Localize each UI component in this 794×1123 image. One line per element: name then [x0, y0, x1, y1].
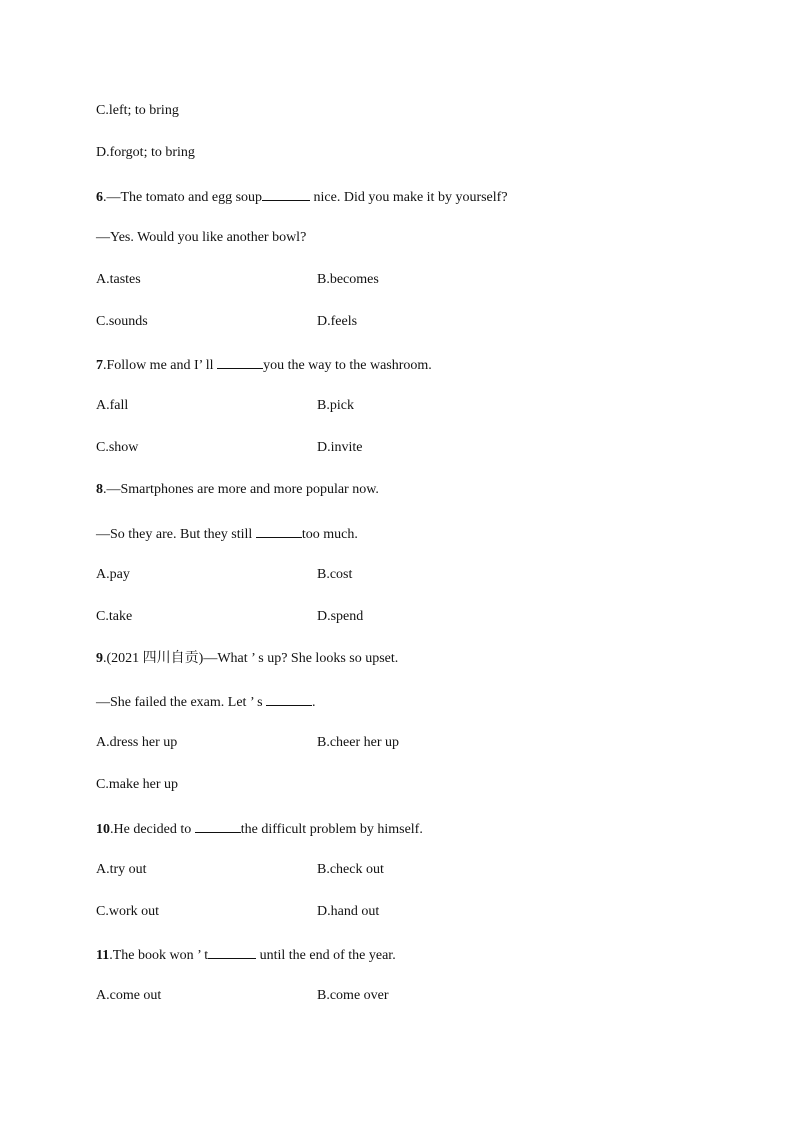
q8-options-row-1 — [96, 566, 353, 584]
q9-option-a: A.dress her up — [96, 735, 178, 750]
q7-option-a: A.fall — [96, 398, 129, 413]
q6-reply: —Yes. Would you like another bowl? — [96, 230, 307, 245]
q6-number: 6 — [96, 190, 103, 205]
q6-option-b: B.becomes — [317, 272, 379, 287]
q10-option-c: C.work out — [96, 904, 159, 919]
q11-options-row-1 — [96, 987, 389, 1005]
q10-options-row-2 — [96, 903, 380, 921]
q8-reply-start: —So they are. But they still — [96, 527, 256, 542]
q9-option-c: C.make her up — [96, 777, 179, 792]
q6-options-row-2 — [96, 313, 358, 331]
q7-option-d: D.invite — [317, 440, 363, 455]
q7-stem-end: you the way to the washroom. — [263, 358, 432, 373]
q11-stem-end: until the end of the year. — [256, 948, 396, 963]
q7-options-row-2 — [96, 439, 363, 457]
q6-stem-start: .—The tomato and egg soup — [103, 190, 263, 205]
q10-stem — [96, 819, 423, 839]
q8-option-d: D.spend — [317, 609, 364, 624]
q10-option-d: D.hand out — [317, 904, 380, 919]
q10-option-a: A.try out — [96, 862, 147, 877]
q8-number: 8 — [96, 482, 103, 497]
q7-blank — [217, 355, 263, 369]
q10-options-row-1 — [96, 861, 384, 879]
q9-blank — [266, 692, 312, 706]
q10-blank — [195, 819, 241, 833]
q10-option-b: B.check out — [317, 862, 384, 877]
q7-stem — [96, 355, 432, 375]
q7-option-c: C.show — [96, 440, 139, 455]
q9-option-b: B.cheer her up — [317, 735, 400, 750]
q9-reply — [96, 692, 316, 712]
q9-number: 9 — [96, 651, 103, 666]
q8-reply — [96, 524, 358, 544]
q8-option-b: B.cost — [317, 567, 353, 582]
q10-stem-end: the difficult problem by himself. — [240, 822, 423, 837]
q6-stem — [96, 187, 508, 207]
q8-option-a: A.pay — [96, 567, 130, 582]
q8-stem — [96, 481, 379, 499]
q8-blank — [256, 524, 302, 538]
q9-options-row-1 — [96, 734, 400, 752]
q7-stem-start: .Follow me and I’ ll — [103, 358, 218, 373]
q11-option-a: A.come out — [96, 988, 162, 1003]
q6-option-a: A.tastes — [96, 272, 141, 287]
q7-option-b: B.pick — [317, 398, 354, 413]
q7-number: 7 — [96, 358, 103, 373]
q11-blank — [208, 945, 256, 959]
q11-option-b: B.come over — [317, 988, 389, 1003]
q8-stem-text: .—Smartphones are more and more popular now. — [103, 482, 379, 497]
q6-options-row-1 — [96, 271, 379, 289]
q11-number: 11 — [96, 948, 110, 963]
q8-option-c: C.take — [96, 609, 133, 624]
q11-stem-start: .The book won ’ t — [109, 948, 209, 963]
q6-option-c: C.sounds — [96, 314, 148, 329]
q5-option-c: C.left; to bring — [96, 103, 179, 118]
q6-option-d: D.feels — [317, 314, 358, 329]
q10-stem-start: .He decided to — [110, 822, 195, 837]
q10-number: 10 — [96, 822, 110, 837]
q5-option-d: D.forgot; to bring — [96, 145, 195, 160]
q9-reply-end: . — [312, 695, 316, 710]
q6-stem-end: nice. Did you make it by yourself? — [310, 190, 508, 205]
q11-stem — [96, 945, 396, 965]
q6-blank — [262, 187, 310, 201]
q9-stem-text: .(2021 四川自贡)—What ’ s up? She looks so upset. — [103, 651, 399, 666]
q9-reply-start: —She failed the exam. Let ’ s — [96, 695, 267, 710]
q8-reply-end: too much. — [301, 527, 358, 542]
q8-options-row-2 — [96, 608, 364, 626]
q7-options-row-1 — [96, 397, 354, 415]
q9-stem — [96, 650, 398, 668]
